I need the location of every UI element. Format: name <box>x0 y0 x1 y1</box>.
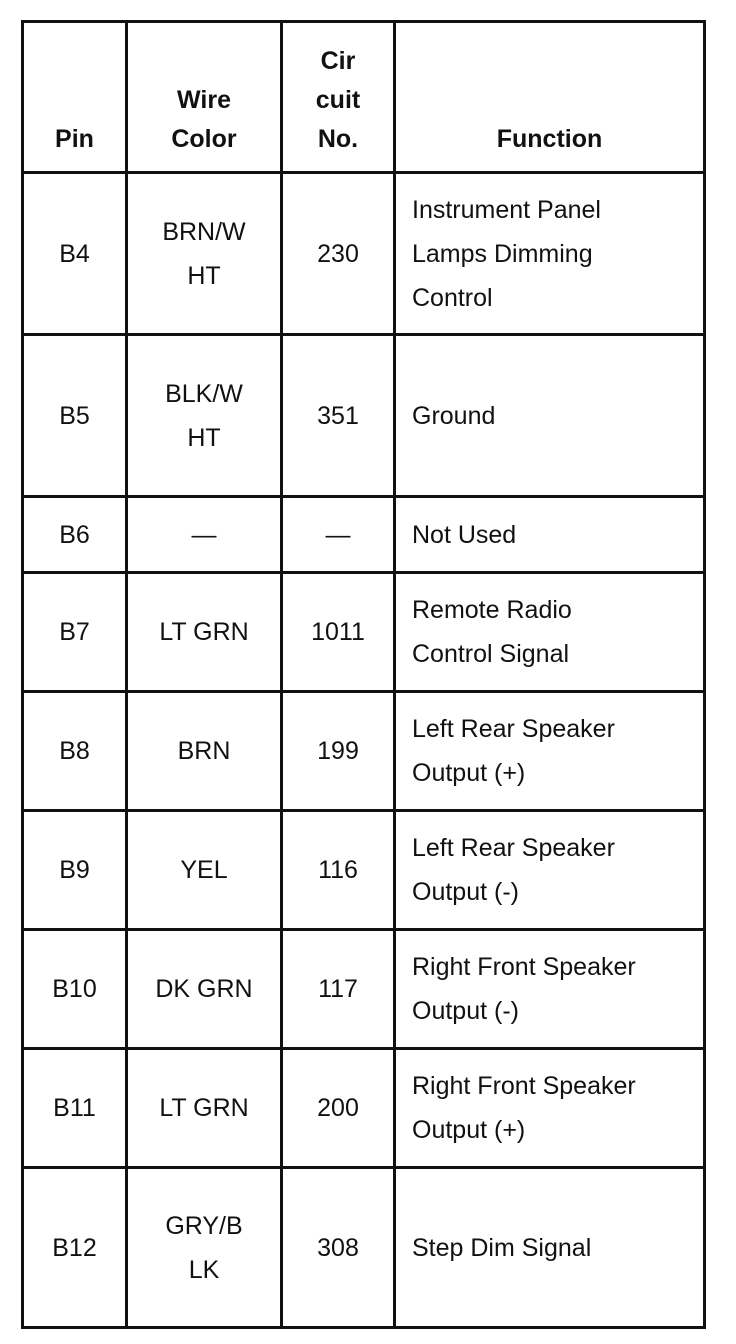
pin-value: B10 <box>52 975 97 1003</box>
function-cell <box>395 1168 705 1328</box>
circuit-number-value: 117 <box>318 975 358 1003</box>
pin-cell <box>23 930 127 1049</box>
header-pin-label: Pin <box>55 125 94 153</box>
circuit-number-cell <box>282 497 395 573</box>
header-function-label: Function <box>496 125 603 153</box>
pin-cell <box>23 1049 127 1168</box>
function-line: Control Signal <box>412 640 570 668</box>
circuit-number-cell <box>282 573 395 692</box>
circuit-number-value: — <box>325 520 351 549</box>
wire-color-line: LT GRN <box>159 1094 249 1122</box>
table-row <box>23 335 705 497</box>
function-line: Not Used <box>412 520 517 549</box>
function-line: Output (-) <box>412 878 519 906</box>
function-line: Left Rear Speaker <box>412 715 615 743</box>
pin-cell <box>23 335 127 497</box>
wire-color-cell <box>127 1049 282 1168</box>
header-circuit-line-1: Cir <box>320 47 356 75</box>
header-wire-color-line-1: Wire <box>177 86 231 114</box>
header-circuit-line-2: cuit <box>315 86 361 114</box>
pin-value: B6 <box>59 520 90 549</box>
pin-value: B9 <box>59 856 90 884</box>
wire-color-line: YEL <box>180 856 228 884</box>
wire-color-cell <box>127 930 282 1049</box>
wire-color-line: DK GRN <box>155 975 253 1003</box>
pin-value: B4 <box>59 239 90 268</box>
wire-color-cell <box>127 573 282 692</box>
wire-color-line: LT GRN <box>159 618 249 646</box>
pin-cell <box>23 173 127 335</box>
wire-color-line: BRN/W <box>162 217 246 246</box>
function-line: Ground <box>412 401 496 430</box>
function-line: Remote Radio <box>412 596 572 624</box>
header-circuit-line-3: No. <box>317 125 359 153</box>
wire-color-line: — <box>191 520 217 549</box>
function-line: Output (+) <box>412 759 526 787</box>
function-line: Right Front Speaker <box>412 953 636 981</box>
pin-cell <box>23 573 127 692</box>
table-row <box>23 573 705 692</box>
wire-color-cell <box>127 173 282 335</box>
table-header-row <box>23 22 705 173</box>
function-cell <box>395 1049 705 1168</box>
table-row <box>23 173 705 335</box>
circuit-number-cell <box>282 811 395 930</box>
circuit-number-value: 308 <box>317 1233 359 1262</box>
header-pin <box>23 22 127 173</box>
circuit-number-value: 351 <box>317 401 359 430</box>
wire-color-cell <box>127 335 282 497</box>
table-row <box>23 1168 705 1328</box>
wire-color-cell <box>127 692 282 811</box>
wire-color-line: GRY/B <box>165 1211 243 1240</box>
wire-color-line: LK <box>188 1255 220 1284</box>
circuit-number-cell <box>282 1049 395 1168</box>
wire-color-cell <box>127 1168 282 1328</box>
wire-color-line: HT <box>187 423 221 452</box>
circuit-number-cell <box>282 930 395 1049</box>
table-row <box>23 1049 705 1168</box>
function-cell <box>395 811 705 930</box>
pin-value: B7 <box>59 618 90 646</box>
pin-cell <box>23 1168 127 1328</box>
circuit-number-value: 230 <box>317 239 359 268</box>
function-line: Step Dim Signal <box>412 1233 592 1262</box>
wire-color-cell <box>127 811 282 930</box>
pin-cell <box>23 497 127 573</box>
table-row <box>23 497 705 573</box>
function-cell <box>395 692 705 811</box>
function-cell <box>395 573 705 692</box>
wire-color-line: BRN <box>177 737 231 765</box>
table-row <box>23 930 705 1049</box>
circuit-number-value: 199 <box>317 737 359 765</box>
function-line: Output (+) <box>412 1116 526 1144</box>
pin-value: B5 <box>59 401 90 430</box>
header-circuit-no <box>282 22 395 173</box>
pin-value: B12 <box>52 1233 97 1262</box>
circuit-number-cell <box>282 173 395 335</box>
table-row <box>23 811 705 930</box>
function-line: Lamps Dimming <box>412 239 593 268</box>
circuit-number-cell <box>282 692 395 811</box>
function-line: Control <box>412 283 493 312</box>
circuit-number-value: 200 <box>317 1094 359 1122</box>
wire-color-line: BLK/W <box>165 379 243 408</box>
wire-color-cell <box>127 497 282 573</box>
header-wire-color-line-2: Color <box>171 125 237 153</box>
pin-value: B8 <box>59 737 90 765</box>
pin-cell <box>23 811 127 930</box>
circuit-number-value: 1011 <box>311 618 365 646</box>
circuit-number-cell <box>282 1168 395 1328</box>
function-line: Left Rear Speaker <box>412 834 615 862</box>
function-line: Right Front Speaker <box>412 1072 636 1100</box>
pin-cell <box>23 692 127 811</box>
header-function <box>395 22 705 173</box>
connector-pinout-table <box>21 20 706 1329</box>
header-wire-color <box>127 22 282 173</box>
function-cell <box>395 335 705 497</box>
pin-value: B11 <box>53 1094 96 1122</box>
function-cell <box>395 930 705 1049</box>
function-line: Output (-) <box>412 997 519 1025</box>
table-row <box>23 692 705 811</box>
function-cell <box>395 173 705 335</box>
wire-color-line: HT <box>187 261 221 290</box>
circuit-number-cell <box>282 335 395 497</box>
table-body <box>23 173 705 1328</box>
circuit-number-value: 116 <box>318 856 358 884</box>
function-line: Instrument Panel <box>412 195 601 224</box>
function-cell <box>395 497 705 573</box>
